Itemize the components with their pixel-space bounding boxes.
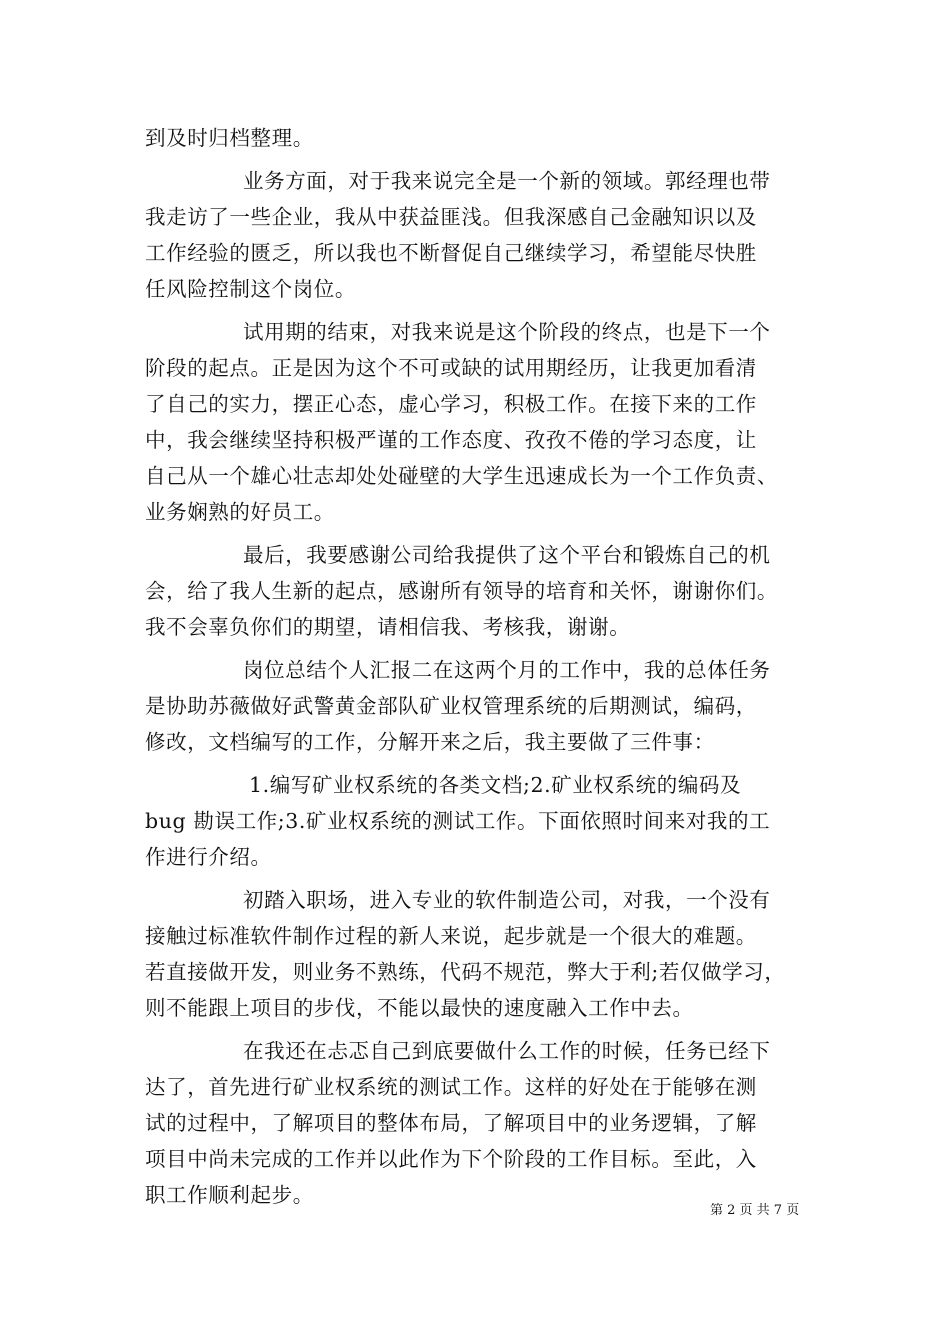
text-line: 则不能跟上项目的步伐，不能以最快的速度融入工作中去。 <box>145 996 694 1020</box>
paragraph-6 <box>145 882 825 1026</box>
text-line: 职工作顺利起步。 <box>145 1183 314 1207</box>
text-line: 最后，我要感谢公司给我提供了这个平台和锻炼自己的机 <box>243 543 771 567</box>
body-text <box>145 120 825 1213</box>
text-line: 项目中尚未完成的工作并以此作为下个阶段的工作目标。至此，入 <box>145 1147 757 1171</box>
text-line: 达了，首先进行矿业权系统的测试工作。这样的好处在于能够在测 <box>145 1075 757 1099</box>
text-line: 是协助苏薇做好武警黄金部队矿业权管理系统的后期测试，编码， <box>145 694 757 718</box>
text-line: 若直接做开发，则业务不熟练，代码不规范，弊大于利;若仅做学习， <box>145 960 786 984</box>
page-number: 第 2 页 共 7 页 <box>710 1203 800 1218</box>
paragraph-7 <box>145 1033 825 1213</box>
text-line: 我走访了一些企业，我从中获益匪浅。但我深感自己金融知识以及 <box>145 205 757 229</box>
text-line: 会，给了我人生新的起点，感谢所有领导的培育和关怀，谢谢你们。 <box>145 579 778 603</box>
paragraph-1 <box>145 163 825 307</box>
paragraph-3 <box>145 537 825 645</box>
paragraph-2 <box>145 314 825 530</box>
text-line: 修改，文档编写的工作，分解开来之后，我主要做了三件事： <box>145 730 715 754</box>
text-line: 阶段的起点。正是因为这个不可或缺的试用期经历，让我更加看清 <box>145 356 757 380</box>
paragraph-4 <box>145 652 825 760</box>
text-line: 中，我会继续坚持积极严谨的工作态度、孜孜不倦的学习态度，让 <box>145 428 757 452</box>
text-line: 工作经验的匮乏，所以我也不断督促自己继续学习，希望能尽快胜 <box>145 241 757 265</box>
text-line: 岗位总结个人汇报二在这两个月的工作中，我的总体任务 <box>243 658 771 682</box>
text-line: 了自己的实力，摆正心态，虚心学习，积极工作。在接下来的工作 <box>145 392 757 416</box>
text-line: 到及时归档整理。 <box>145 126 314 150</box>
text-line: 业务娴熟的好员工。 <box>145 500 335 524</box>
text-line: 业务方面，对于我来说完全是一个新的领域。郭经理也带 <box>243 169 771 193</box>
text-line: 自己从一个雄心壮志却处处碰壁的大学生迅速成长为一个工作负责、 <box>145 464 778 488</box>
text-line: 作进行介绍。 <box>145 845 272 869</box>
text-line: 试的过程中，了解项目的整体布局，了解项目中的业务逻辑，了解 <box>145 1111 757 1135</box>
text-line: bug 勘误工作;3.矿业权系统的测试工作。下面依照时间来对我的工 <box>145 809 771 833</box>
text-line: 我不会辜负你们的期望，请相信我、考核我，谢谢。 <box>145 615 631 639</box>
text-line: 初踏入职场，进入专业的软件制造公司，对我，一个没有 <box>243 888 771 912</box>
paragraph-0 <box>145 120 825 156</box>
text-line: 接触过标准软件制作过程的新人来说，起步就是一个很大的难题。 <box>145 924 757 948</box>
text-line: 1.编写矿业权系统的各类文档;2.矿业权系统的编码及 <box>249 773 742 797</box>
text-line: 试用期的结束，对我来说是这个阶段的终点，也是下一个 <box>243 320 771 344</box>
text-line: 任风险控制这个岗位。 <box>145 277 356 301</box>
text-line: 在我还在忐忑自己到底要做什么工作的时候，任务已经下 <box>243 1039 771 1063</box>
paragraph-5 <box>145 767 825 875</box>
